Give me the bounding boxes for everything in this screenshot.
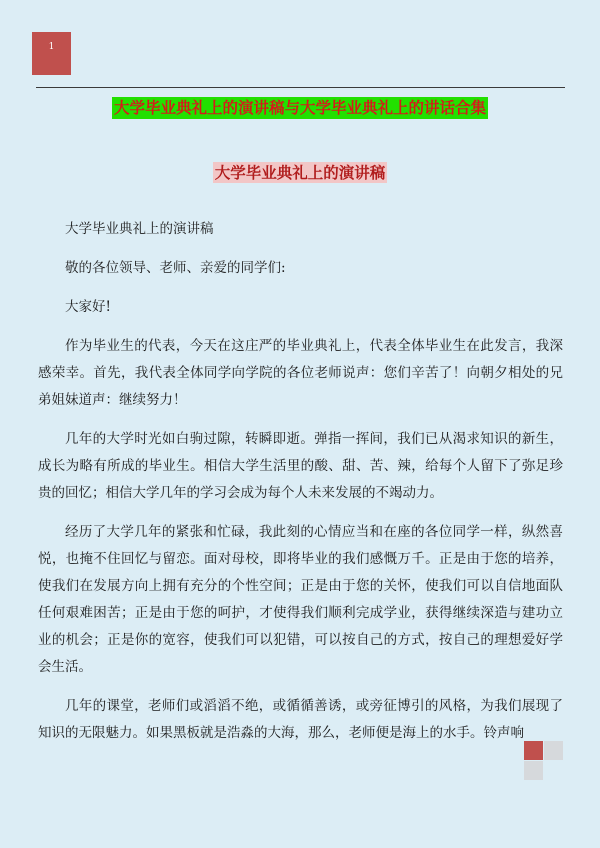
body-text — [38, 216, 563, 759]
header-divider — [36, 87, 565, 88]
paragraph-salutation: 敬的各位领导、老师、亲爱的同学们: — [65, 260, 286, 276]
document-title — [0, 97, 600, 119]
nav-square[interactable] — [544, 741, 563, 760]
section-title — [0, 162, 600, 183]
paragraph-heading: 大学毕业典礼上的演讲稿 — [65, 221, 214, 237]
page-nav-widget[interactable] — [524, 741, 564, 781]
page-number-badge — [32, 32, 71, 75]
paragraph: 几年的大学时光如白驹过隙，转瞬即逝。弹指一挥间，我们已从渴求知识的新生，成长为略有所成的毕业生。相信大学生活里的酸、甜、苦、辣，给每个人留下了弥足珍贵的回忆；相信大学几年的学习会成为每个人未来发展的不竭动力。 — [38, 431, 563, 501]
paragraph: 几年的课堂，老师们或滔滔不绝，或循循善诱，或旁征博引的风格，为我们展现了知识的无限魅力。如果黑板就是浩淼的大海，那么，老师便是海上的水手。铃声响 — [38, 698, 563, 741]
nav-square[interactable] — [524, 761, 543, 780]
paragraph-greeting: 大家好! — [65, 299, 111, 315]
page-number: 1 — [48, 42, 55, 52]
document-title-text: 大学毕业典礼上的演讲稿与大学毕业典礼上的讲话合集 — [113, 98, 486, 117]
paragraph: 经历了大学几年的紧张和忙碌，我此刻的心情应当和在座的各位同学一样，纵然喜悦，也掩不住回忆与留恋。面对母校，即将毕业的我们感慨万千。正是由于您的培养，使我们在发展方向上拥有充分的个性空间；正是由于您的关怀，使我们可以自信地面队任何艰难困苦；正是由于您的呵护，才使得我们顺利完成学业，获得继续深造与建功立业的机会；正是你的宽容，使我们可以犯错，可以按自己的方式，按自己的理想爱好学会生活。 — [38, 524, 563, 675]
section-title-text: 大学毕业典礼上的演讲稿 — [214, 163, 386, 182]
paragraph: 作为毕业生的代表，今天在这庄严的毕业典礼上，代表全体毕业生在此发言，我深感荣幸。首先，我代表全体同学向学院的各位老师说声：您们辛苦了！向朝夕相处的兄弟姐妹道声：继续努力！ — [38, 338, 563, 408]
nav-square-active[interactable] — [524, 741, 543, 760]
